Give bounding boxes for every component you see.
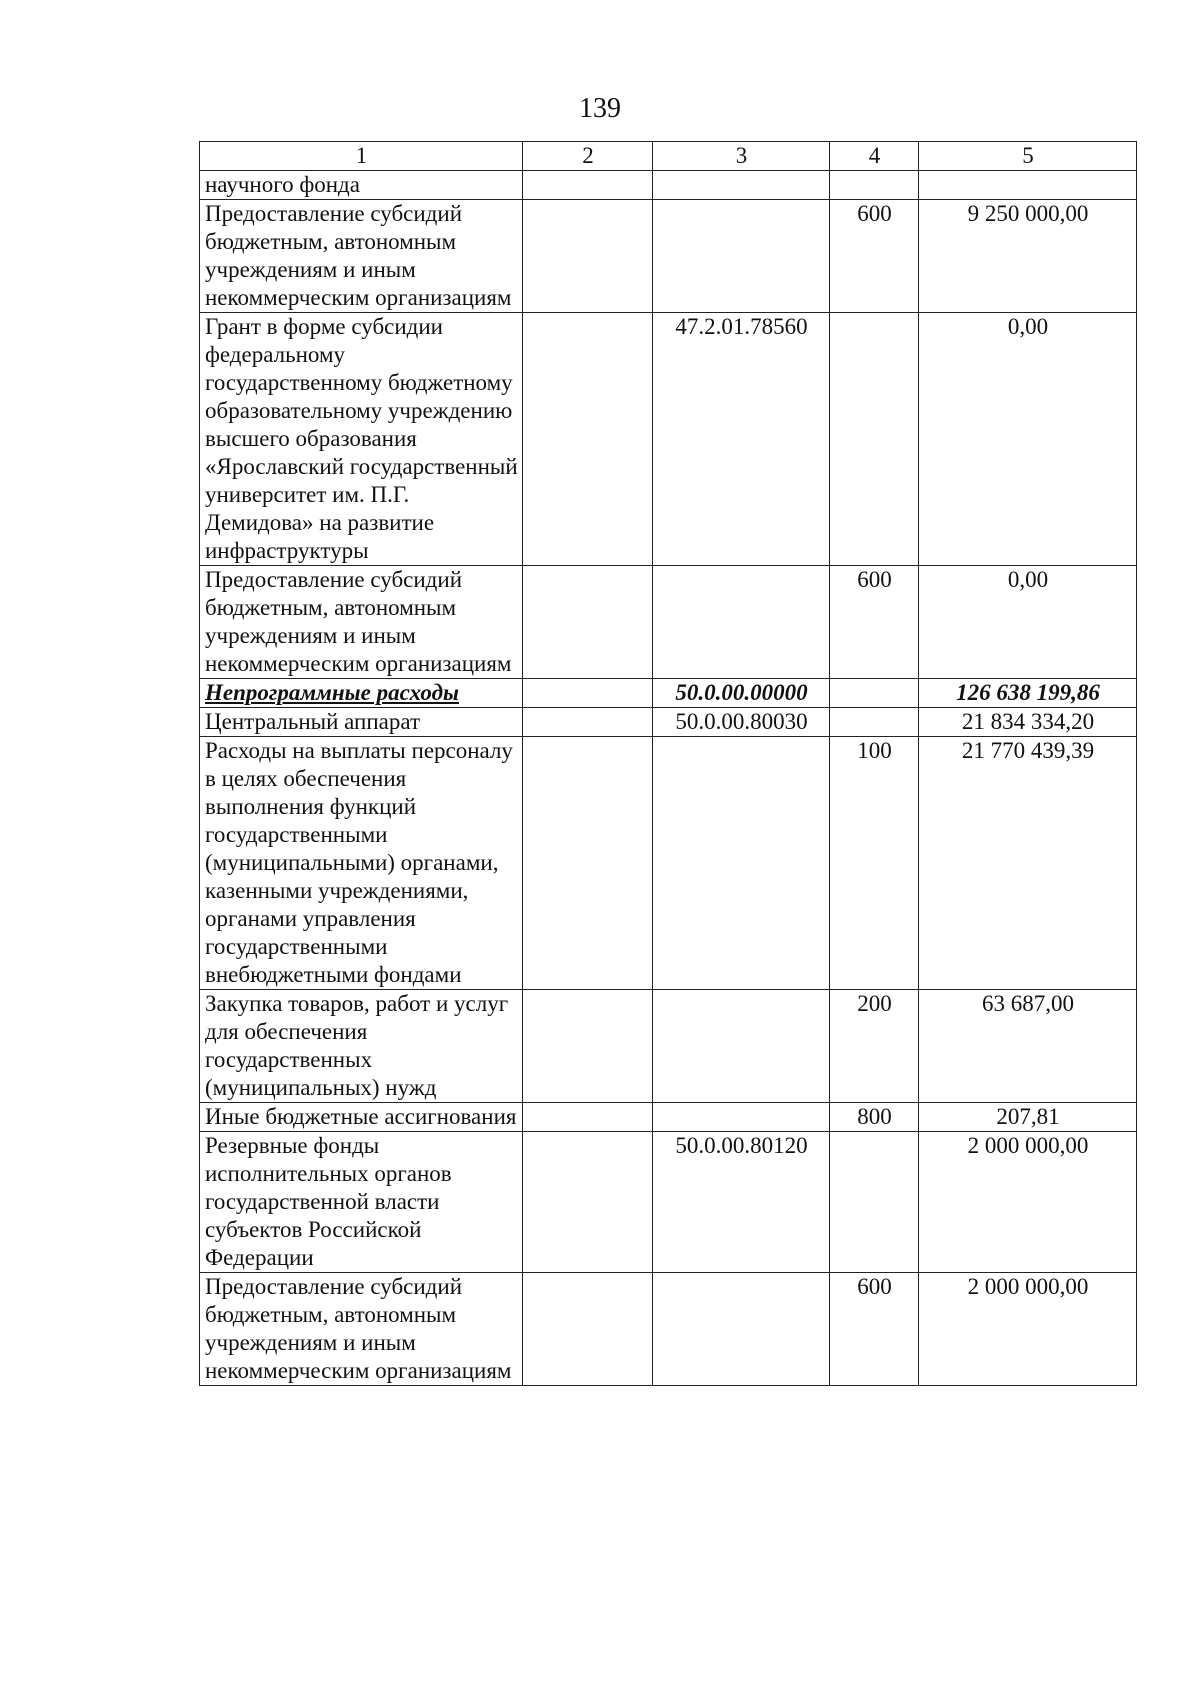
row-expense-type-cell: 800: [830, 1103, 919, 1132]
row-code-cell: [653, 990, 830, 1103]
page-number: 139: [579, 93, 621, 124]
row-name-cell: Непрограммные расходы: [200, 679, 523, 708]
table-row: [200, 566, 1137, 679]
table-row: [200, 313, 1137, 566]
row-amount-cell: 63 687,00: [919, 990, 1137, 1103]
row-expense-type-cell: 600: [830, 566, 919, 679]
row-name-cell: Грант в форме субсидии федеральному государственному бюджетному образовательному учреждению высшего образования «Ярославский государственный университет им. П.Г. Демидова» на развитие инфраструктуры: [200, 313, 523, 566]
table-row: [200, 679, 1137, 708]
column-header: 3: [653, 142, 830, 171]
row-amount-cell: 2 000 000,00: [919, 1132, 1137, 1273]
row-column2-cell: [523, 313, 653, 566]
row-code-cell: [653, 171, 830, 200]
row-column2-cell: [523, 990, 653, 1103]
row-column2-cell: [523, 679, 653, 708]
table-header-row: [200, 142, 1137, 171]
row-name-cell: Расходы на выплаты персоналу в целях обеспечения выполнения функций государственными (муниципальными) органами, казенными учреждениями, органами управления государственными внебюджетными фондами: [200, 737, 523, 990]
row-column2-cell: [523, 737, 653, 990]
table-row: [200, 200, 1137, 313]
row-name-cell: Резервные фонды исполнительных органов государственной власти субъектов Российской Федерации: [200, 1132, 523, 1273]
row-code-cell: 47.2.01.78560: [653, 313, 830, 566]
row-expense-type-cell: [830, 679, 919, 708]
row-name-cell: Центральный аппарат: [200, 708, 523, 737]
row-name-cell: Предоставление субсидий бюджетным, автономным учреждениям и иным некоммерческим организациям: [200, 200, 523, 313]
row-expense-type-cell: [830, 313, 919, 566]
row-column2-cell: [523, 708, 653, 737]
row-expense-type-cell: [830, 171, 919, 200]
table-row: [200, 990, 1137, 1103]
row-expense-type-cell: 600: [830, 1273, 919, 1386]
row-amount-cell: 0,00: [919, 313, 1137, 566]
row-amount-cell: 207,81: [919, 1103, 1137, 1132]
column-header: 5: [919, 142, 1137, 171]
column-header: 2: [523, 142, 653, 171]
row-column2-cell: [523, 566, 653, 679]
column-header: 1: [200, 142, 523, 171]
row-column2-cell: [523, 200, 653, 313]
row-code-cell: 50.0.00.80030: [653, 708, 830, 737]
row-code-cell: [653, 737, 830, 990]
table-row: [200, 708, 1137, 737]
table-row: [200, 1132, 1137, 1273]
row-code-cell: [653, 566, 830, 679]
row-expense-type-cell: 100: [830, 737, 919, 990]
row-amount-cell: 21 770 439,39: [919, 737, 1137, 990]
table-body: [200, 171, 1137, 1386]
row-amount-cell: [919, 171, 1137, 200]
row-code-cell: 50.0.00.80120: [653, 1132, 830, 1273]
row-name-cell: Иные бюджетные ассигнования: [200, 1103, 523, 1132]
row-code-cell: [653, 1103, 830, 1132]
row-name-cell: научного фонда: [200, 171, 523, 200]
row-amount-cell: 2 000 000,00: [919, 1273, 1137, 1386]
row-code-cell: [653, 1273, 830, 1386]
column-header: 4: [830, 142, 919, 171]
row-amount-cell: 0,00: [919, 566, 1137, 679]
row-expense-type-cell: 600: [830, 200, 919, 313]
row-code-cell: 50.0.00.00000: [653, 679, 830, 708]
budget-table: [199, 141, 1137, 1386]
row-column2-cell: [523, 1273, 653, 1386]
row-expense-type-cell: 200: [830, 990, 919, 1103]
row-column2-cell: [523, 1103, 653, 1132]
row-amount-cell: 126 638 199,86: [919, 679, 1137, 708]
table-row: [200, 1273, 1137, 1386]
table-row: [200, 1103, 1137, 1132]
table-row: [200, 171, 1137, 200]
table-row: [200, 737, 1137, 990]
row-column2-cell: [523, 1132, 653, 1273]
row-amount-cell: 21 834 334,20: [919, 708, 1137, 737]
row-column2-cell: [523, 171, 653, 200]
row-name-cell: Предоставление субсидий бюджетным, автономным учреждениям и иным некоммерческим организациям: [200, 566, 523, 679]
row-name-cell: Предоставление субсидий бюджетным, автономным учреждениям и иным некоммерческим организациям: [200, 1273, 523, 1386]
row-name-cell: Закупка товаров, работ и услуг для обеспечения государственных (муниципальных) нужд: [200, 990, 523, 1103]
row-expense-type-cell: [830, 708, 919, 737]
row-expense-type-cell: [830, 1132, 919, 1273]
row-code-cell: [653, 200, 830, 313]
row-amount-cell: 9 250 000,00: [919, 200, 1137, 313]
